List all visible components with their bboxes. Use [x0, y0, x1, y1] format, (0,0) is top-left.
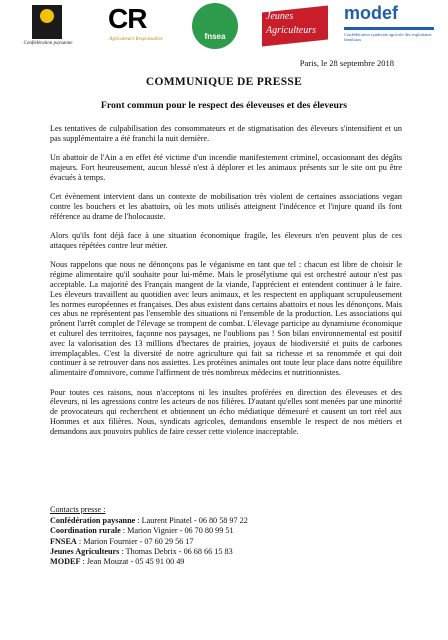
- confederation-logo-text: Confédération paysanne: [23, 41, 73, 46]
- body-text: [50, 124, 402, 446]
- contact-detail: : Jean Mouzat - 05 45 91 00 49: [80, 557, 185, 567]
- confederation-paysanne-logo: [10, 3, 86, 51]
- paragraph: Les tentatives de culpabilisation des consommateurs et de stigmatisation des éleveurs s'intensifient et un pas supplémentaire a été franchi la nuit dernière.: [50, 124, 402, 143]
- contact-row: [50, 557, 402, 567]
- contact-detail: : Thomas Debrix - 06 68 66 15 83: [119, 546, 233, 556]
- ja-line1: Jeunes: [266, 11, 294, 22]
- modef-logo-text: modef: [344, 3, 398, 23]
- cr-letters: CR: [108, 3, 147, 34]
- fnsea-logo-text: fnsea: [204, 32, 226, 41]
- page-title: COMMUNIQUE DE PRESSE: [145, 76, 303, 88]
- contact-row: [50, 526, 402, 536]
- contact-row: [50, 516, 402, 526]
- modef-subtitle: Confédération syndicale agricole des exploitants familiaux: [344, 32, 432, 42]
- modef-logo: [344, 3, 438, 51]
- paragraph: Alors qu'ils font déjà face à une situation économique fragile, les éleveurs n'en peuvent plus de ces attaques répétées contre leur métier.: [50, 231, 402, 250]
- fnsea-logo: [186, 3, 248, 51]
- contacts-heading: Contacts presse :: [50, 505, 106, 514]
- ja-line2: Agriculteurs: [266, 25, 316, 36]
- paragraph: Pour toutes ces raisons, nous n'acceptons ni les insultes proférées en direction des éleveuses et des éleveurs, ni les agressions contre les acteurs de nos filières. D'autant qu'elles sont menées par une minorité de provocateurs qui recherchent et obtiennent un écho médiatique démesuré et causent un tort réel aux Hommes et aux filières. Nous, syndicats agricoles, demandons ensemble le respect de nos métiers et demandons aux pouvoirs publics de faire cesser cette violence inacceptable.: [50, 387, 402, 436]
- release-date: Paris, le 28 septembre 2018: [299, 58, 394, 68]
- page-subtitle: Front commun pour le respect des éleveuses et des éleveurs: [100, 100, 348, 111]
- jeunes-agriculteurs-logo: [262, 3, 330, 51]
- coordination-rurale-logo: [106, 3, 166, 51]
- contact-org: FNSEA: [50, 536, 77, 546]
- contact-org: Confédération paysanne: [50, 516, 136, 526]
- logo-row: [8, 3, 440, 51]
- contact-org: MODEF: [50, 557, 81, 567]
- paragraph: Un abattoir de l'Ain a en effet été victime d'un incendie manifestement criminel, occasionnant des dégâts majeurs. Fort heureusement, aucun blessé n'est à déplorer et les animaux présents sur le site ont pu être évacués à temps.: [50, 153, 402, 182]
- contact-row: [50, 537, 402, 547]
- paragraph: Nous rappelons que nous ne dénonçons pas le véganisme en tant que tel : chacun est libre de choisir le régime alimentaire qu'il souhaite pour lui-même. Mais le prosélytisme qui est orchestré autour n'est pas acceptable. La majorité des Français mangent de la viande, l'apprécient et entendent continuer à le faire. Les éleveurs travaillent au quotidien avec leurs animaux, et les respectent en appliquant scrupuleusement les normes européennes et françaises. Des abus existent dans certains abattoirs et nous les dénonçons. Mais ces abus ne représentent pas l'ensemble des situations ni l'ensemble de la production. Les associations qui prônent l'arrêt complet de l'élevage se trompent de combat. L'élevage participe au dynamisme économique et culturel des territoires, façonne nos paysages, ne l'oublions pas ! Son bilan environnemental est positif avec la valorisation des 13 millions d'hectares de prairies, joyaux de biodiversité et puits de carbones irremplaçables. C'est la diversité de notre agriculture qui fait sa richesse et sa renommée et qui doit continuer à se retrouver dans nos assiettes. Les protéines animales ont toute leur place dans notre équilibre alimentaire d'omnivore, comme l'affirment de très nombreux médecins et nutritionnistes.: [50, 260, 402, 378]
- contact-org: Coordination rurale: [50, 526, 121, 536]
- contact-detail: : Marion Vignier - 06 70 80 99 51: [120, 526, 234, 536]
- contact-detail: : Laurent Pinatel - 06 80 58 97 22: [135, 516, 248, 526]
- paragraph: Cet évènement intervient dans un contexte de mobilisation très violent de certaines associations vegan contre les bouchers et les abattoirs, où les mots utilisés atteignent l'indécence et l'injure quand ils font référence au drame de l'holocauste.: [50, 192, 402, 221]
- contact-detail: : Marion Fournier - 07 60 29 56 17: [76, 536, 194, 546]
- contact-org: Jeunes Agriculteurs: [50, 546, 120, 556]
- fnsea-circle-icon: [192, 3, 238, 49]
- press-contacts: [50, 505, 402, 567]
- contact-row: [50, 547, 402, 557]
- sun-icon: [40, 9, 54, 23]
- modef-underline: [344, 27, 434, 30]
- cr-subtitle: Agriculteurs Responsables: [109, 37, 163, 42]
